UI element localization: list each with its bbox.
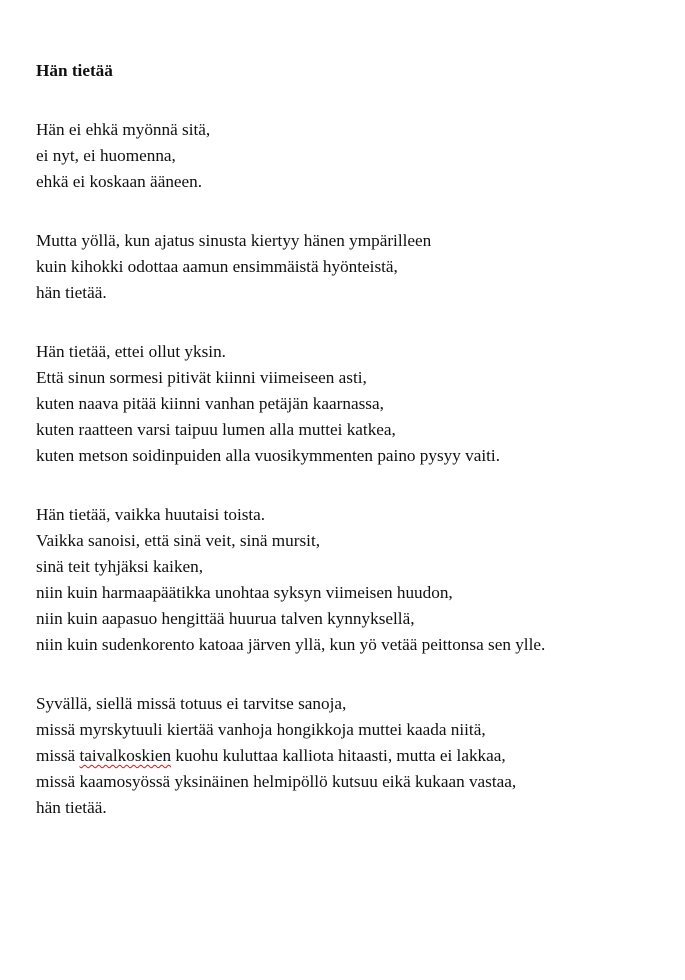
misspelled-word[interactable]: taivalkoskien (79, 746, 172, 765)
poem-line: hän tietää. (36, 283, 107, 302)
poem-title: Hän tietää (36, 61, 113, 80)
poem-line: niin kuin sudenkorento katoaa järven yllä, kun yö vetää peittonsa sen ylle. (36, 635, 546, 654)
poem-line: sinä teit tyhjäksi kaiken, (36, 557, 204, 576)
poem-line: Vaikka sanoisi, että sinä veit, sinä mursit, (36, 531, 321, 550)
line-segment: missä (36, 746, 80, 765)
poem-line: kuten raatteen varsi taipuu lumen alla muttei katkea, (36, 420, 396, 439)
line-segment: kuohu kuluttaa kalliota hitaasti, mutta ei lakkaa, (171, 746, 506, 765)
poem-line: Että sinun sormesi pitivät kiinni viimeiseen asti, (36, 368, 367, 387)
poem-line: missä kaamosyössä yksinäinen helmipöllö kutsuu eikä kukaan vastaa, (36, 772, 517, 791)
stanza-5 (36, 691, 676, 821)
stanza-4 (36, 502, 676, 658)
poem-line: kuten metson soidinpuiden alla vuosikymmenten paino pysyy vaiti. (36, 446, 501, 465)
poem-line: niin kuin harmaapäätikka unohtaa syksyn viimeisen huudon, (36, 583, 453, 602)
title-spacer (36, 84, 676, 117)
document-page (36, 58, 676, 854)
poem-line: kuin kihokki odottaa aamun ensimmäistä hyönteistä, (36, 257, 398, 276)
stanza-2 (36, 228, 676, 306)
poem-line: hän tietää. (36, 798, 107, 817)
poem-line: ei nyt, ei huomenna, (36, 146, 176, 165)
poem-line: ehkä ei koskaan ääneen. (36, 172, 203, 191)
poem-line: Mutta yöllä, kun ajatus sinusta kiertyy hänen ympärilleen (36, 231, 432, 250)
poem-line: Hän tietää, ettei ollut yksin. (36, 342, 226, 361)
poem-line: Hän ei ehkä myönnä sitä, (36, 120, 211, 139)
stanza-1 (36, 117, 676, 195)
poem-line: kuten naava pitää kiinni vanhan petäjän kaarnassa, (36, 394, 384, 413)
stanza-3 (36, 339, 676, 469)
poem-line: Hän tietää, vaikka huutaisi toista. (36, 505, 266, 524)
poem-line-with-spelling-error (36, 743, 676, 769)
poem-line: Syvällä, siellä missä totuus ei tarvitse sanoja, (36, 694, 347, 713)
poem-line: missä myrskytuuli kiertää vanhoja hongikkoja muttei kaada niitä, (36, 720, 486, 739)
poem-line: niin kuin aapasuo hengittää huurua talven kynnyksellä, (36, 609, 415, 628)
